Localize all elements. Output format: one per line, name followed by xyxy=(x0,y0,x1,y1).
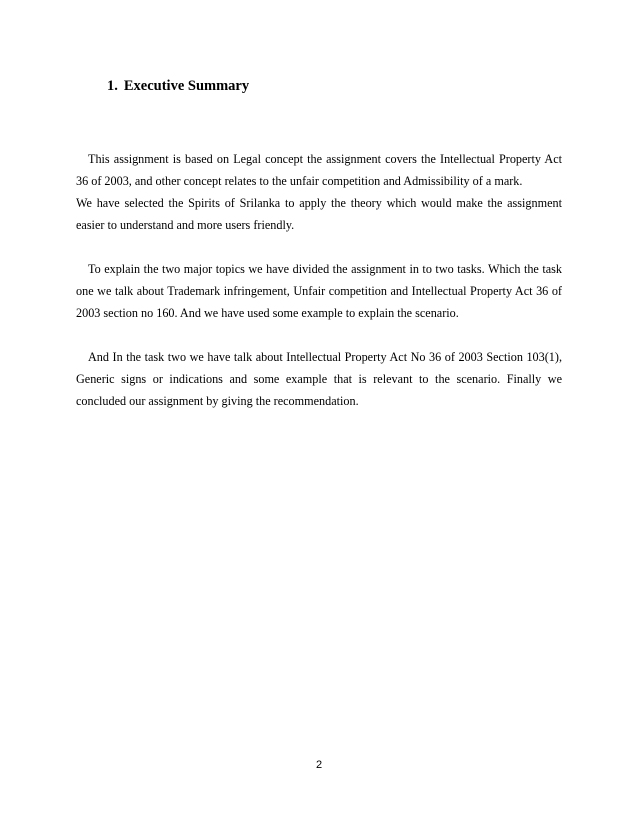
executive-summary-body xyxy=(76,148,562,412)
paragraph-4: And In the task two we have talk about Intellectual Property Act No 36 of 2003 Section 103(1), Generic signs or indications and some example that is relevant to the scenario. Finally we concluded our assignment by giving the recommendation. xyxy=(76,350,562,408)
paragraph-spacer xyxy=(76,324,562,346)
paragraph-spacer xyxy=(76,236,562,258)
paragraph-3: To explain the two major topics we have divided the assignment in to two tasks. Which the task one we talk about Trademark infringement, Unfair competition and Intellectual Property Act 36 of 2003 section no 160. And we have used some example to explain the scenario. xyxy=(76,262,562,320)
section-number: 1. xyxy=(107,78,118,94)
page-number: 2 xyxy=(315,759,323,771)
section-heading xyxy=(107,78,249,95)
section-title: Executive Summary xyxy=(123,78,250,94)
paragraph-1: This assignment is based on Legal concept the assignment covers the Intellectual Property Act 36 of 2003, and other concept relates to the unfair competition and Admissibility of a mark. xyxy=(76,152,562,188)
paragraph-2: We have selected the Spirits of Srilanka to apply the theory which would make the assignment easier to understand and more users friendly. xyxy=(76,196,562,232)
